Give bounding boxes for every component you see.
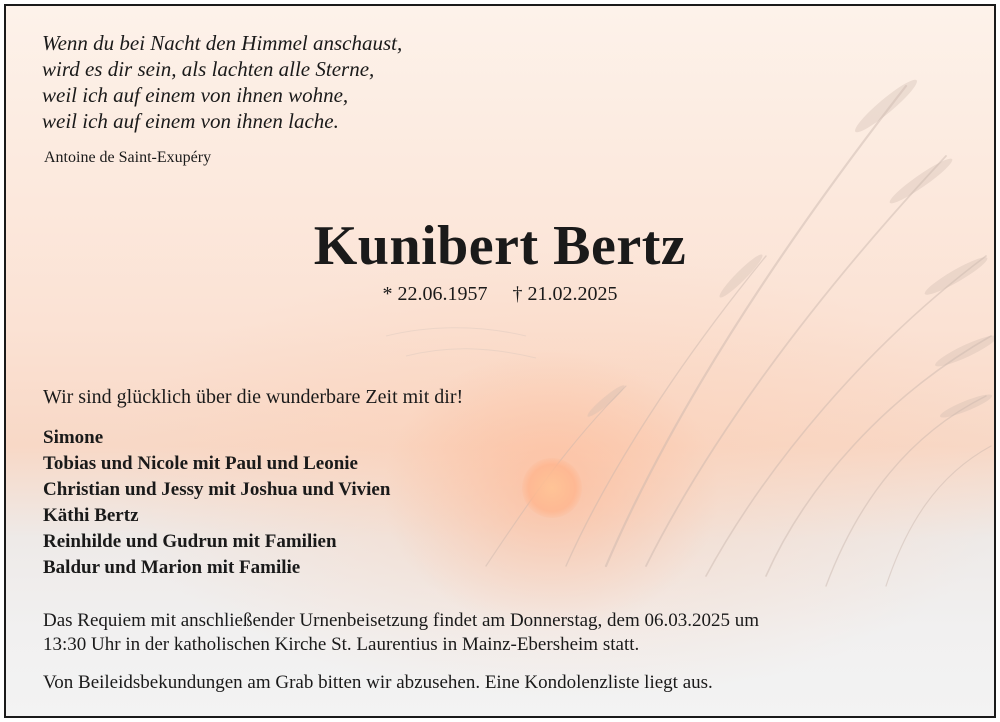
quote-author: Antoine de Saint-Exupéry — [44, 149, 212, 166]
birth-date: * 22.06.1957 — [382, 283, 488, 305]
requiem-notice — [43, 609, 943, 657]
family-list — [43, 425, 390, 581]
life-dates — [6, 283, 994, 306]
requiem-line: Das Requiem mit anschließender Urnenbeisetzung findet am Donnerstag, dem 06.03.2025 um — [43, 610, 760, 631]
setting-sun — [522, 458, 582, 518]
quote-line: weil ich auf einem von ihnen wohne, — [42, 83, 349, 107]
family-member: Baldur und Marion mit Familie — [43, 557, 301, 578]
quote-line: wird es dir sein, als lachten alle Sterne, — [42, 57, 375, 81]
family-member: Christian und Jessy mit Joshua und Vivien — [43, 479, 391, 500]
condolence-notice: Von Beileidsbekundungen am Grab bitten wir abzusehen. Eine Kondolenzliste liegt aus. — [43, 672, 713, 693]
quote-block — [42, 30, 402, 134]
deceased-name: Kunibert Bertz — [313, 215, 687, 277]
quote-line: weil ich auf einem von ihnen lache. — [42, 109, 339, 133]
obituary-card — [4, 4, 996, 718]
quote-line: Wenn du bei Nacht den Himmel anschaust, — [42, 31, 403, 55]
family-member: Simone — [43, 427, 104, 448]
tagline: Wir sind glücklich über die wunderbare Zeit mit dir! — [43, 386, 464, 408]
family-member: Käthi Bertz — [43, 505, 139, 526]
family-member: Tobias und Nicole mit Paul und Leonie — [43, 453, 358, 474]
family-member: Reinhilde und Gudrun mit Familien — [43, 531, 337, 552]
requiem-line: 13:30 Uhr in der katholischen Kirche St. Laurentius in Mainz-Ebersheim statt. — [43, 634, 640, 655]
death-date: † 21.02.2025 — [512, 283, 618, 305]
